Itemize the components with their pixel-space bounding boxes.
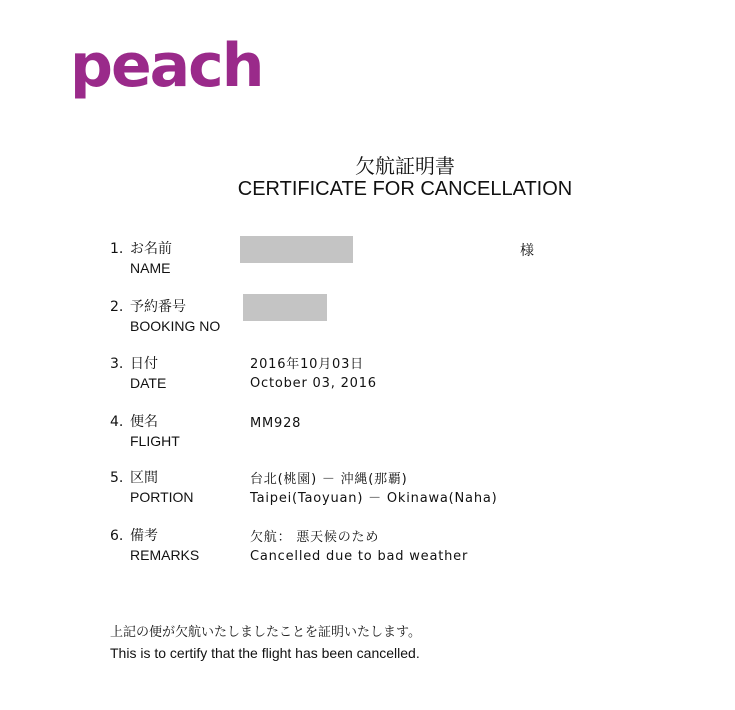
redacted-name <box>240 236 353 263</box>
date-value <box>250 355 377 393</box>
item-name <box>110 240 172 278</box>
title-english: CERTIFICATE FOR CANCELLATION <box>237 178 573 200</box>
item-label-ja: 便名 <box>130 414 158 430</box>
item-flight <box>110 413 180 451</box>
item-date <box>110 355 166 393</box>
item-number: 5. <box>110 470 124 486</box>
date-value-en: October 03, 2016 <box>250 376 377 391</box>
item-label-en: BOOKING NO <box>130 318 221 334</box>
portion-value-ja: 台北(桃園) － 沖縄(那覇) <box>250 472 408 487</box>
item-label-en: DATE <box>130 375 167 391</box>
item-booking-no <box>110 298 220 336</box>
peach-logo: peach <box>70 31 263 101</box>
item-label-ja: 日付 <box>130 356 158 372</box>
item-number: 2. <box>110 299 124 315</box>
date-value-ja: 2016年10月03日 <box>250 357 364 372</box>
honorific-sama: 様 <box>520 243 534 259</box>
item-label-ja: 予約番号 <box>130 299 186 315</box>
item-portion <box>110 469 194 507</box>
item-number: 4. <box>110 414 124 430</box>
redacted-booking-no <box>243 294 327 321</box>
item-label-en: FLIGHT <box>130 433 180 449</box>
remarks-value-ja: 欠航： 悪天候のため <box>250 530 380 545</box>
item-label-ja: 区間 <box>130 470 158 486</box>
flight-number: MM928 <box>250 416 302 431</box>
portion-value-en: Taipei(Taoyuan) － Okinawa(Naha) <box>250 491 498 506</box>
item-number: 1. <box>110 241 124 257</box>
item-label-ja: 備考 <box>130 528 158 544</box>
certification-ja: 上記の便が欠航いたしましたことを証明いたします。 <box>110 625 421 640</box>
item-label-en: REMARKS <box>130 547 200 563</box>
item-label-ja: お名前 <box>130 241 172 257</box>
flight-value <box>250 414 301 433</box>
item-number: 3. <box>110 356 124 372</box>
portion-value <box>250 470 498 508</box>
remarks-value-en: Cancelled due to bad weather <box>250 549 469 564</box>
remarks-value <box>250 528 468 566</box>
certification-en: This is to certify that the flight has been cancelled. <box>110 645 420 661</box>
item-label-en: NAME <box>130 260 171 276</box>
title-japanese: 欠航証明書 <box>355 154 455 178</box>
certification-statement <box>110 623 421 663</box>
item-number: 6. <box>110 528 124 544</box>
item-remarks <box>110 527 199 565</box>
item-label-en: PORTION <box>130 489 194 505</box>
